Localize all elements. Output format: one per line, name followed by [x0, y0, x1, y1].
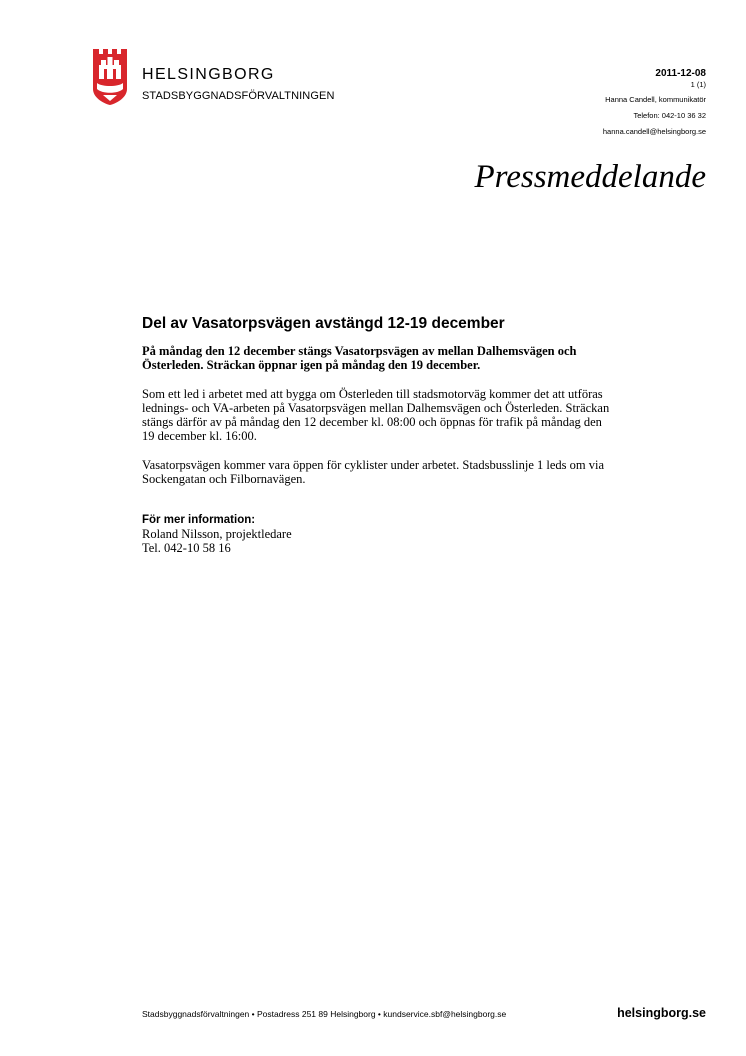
page-count: 1 (1) — [690, 80, 706, 89]
contact-email: hanna.candell@helsingborg.se — [602, 127, 706, 136]
body-paragraph-1: Som ett led i arbetet med att bygga om Österleden till stadsmotorväg kommer det att utföras lednings- och VA-arbeten på Vasatorpsvägen mellan Dalhemsvägen och Österleden. Sträckan stängs därför av på måndag den 12 december kl. 08:00 och öppnas för trafik på måndag den 19 december kl. 16:00. — [142, 387, 610, 443]
info-heading: För mer information: — [142, 514, 256, 526]
footer-address: Stadsbyggnadsförvaltningen • Postadress 251 89 Helsingborg • kundservice.sbf@helsingborg.se — [142, 1009, 507, 1019]
document-meta — [603, 68, 706, 143]
lead-paragraph: På måndag den 12 december stängs Vasatorpsvägen av mellan Dalhemsvägen och Österleden. Sträckan öppnar igen på måndag den 19 december. — [142, 344, 577, 372]
body-paragraph-2: Vasatorpsvägen kommer vara öppen för cyklister under arbetet. Stadsbusslinje 1 leds om via Sockengatan och Filbornavägen. — [142, 458, 605, 486]
press-release-body — [142, 314, 612, 555]
footer-website: helsingborg.se — [617, 1006, 706, 1020]
contact-info-section — [142, 514, 612, 555]
contact-phone: Telefon: 042-10 36 32 — [633, 111, 706, 120]
info-contact-name: Roland Nilsson, projektledare — [142, 527, 292, 541]
headline: Del av Vasatorpsvägen avstängd 12-19 december — [142, 315, 505, 332]
helsingborg-coat-of-arms-logo — [92, 47, 128, 105]
department-name: STADSBYGGNADSFÖRVALTNINGEN — [142, 90, 335, 102]
document-type-title: Pressmeddelande — [474, 159, 706, 195]
document-date: 2011-12-08 — [655, 68, 706, 79]
info-contact-phone: Tel. 042-10 58 16 — [142, 541, 231, 555]
contact-name: Hanna Candell, kommunikatör — [605, 95, 706, 104]
org-name: HELSINGBORG — [142, 66, 275, 83]
